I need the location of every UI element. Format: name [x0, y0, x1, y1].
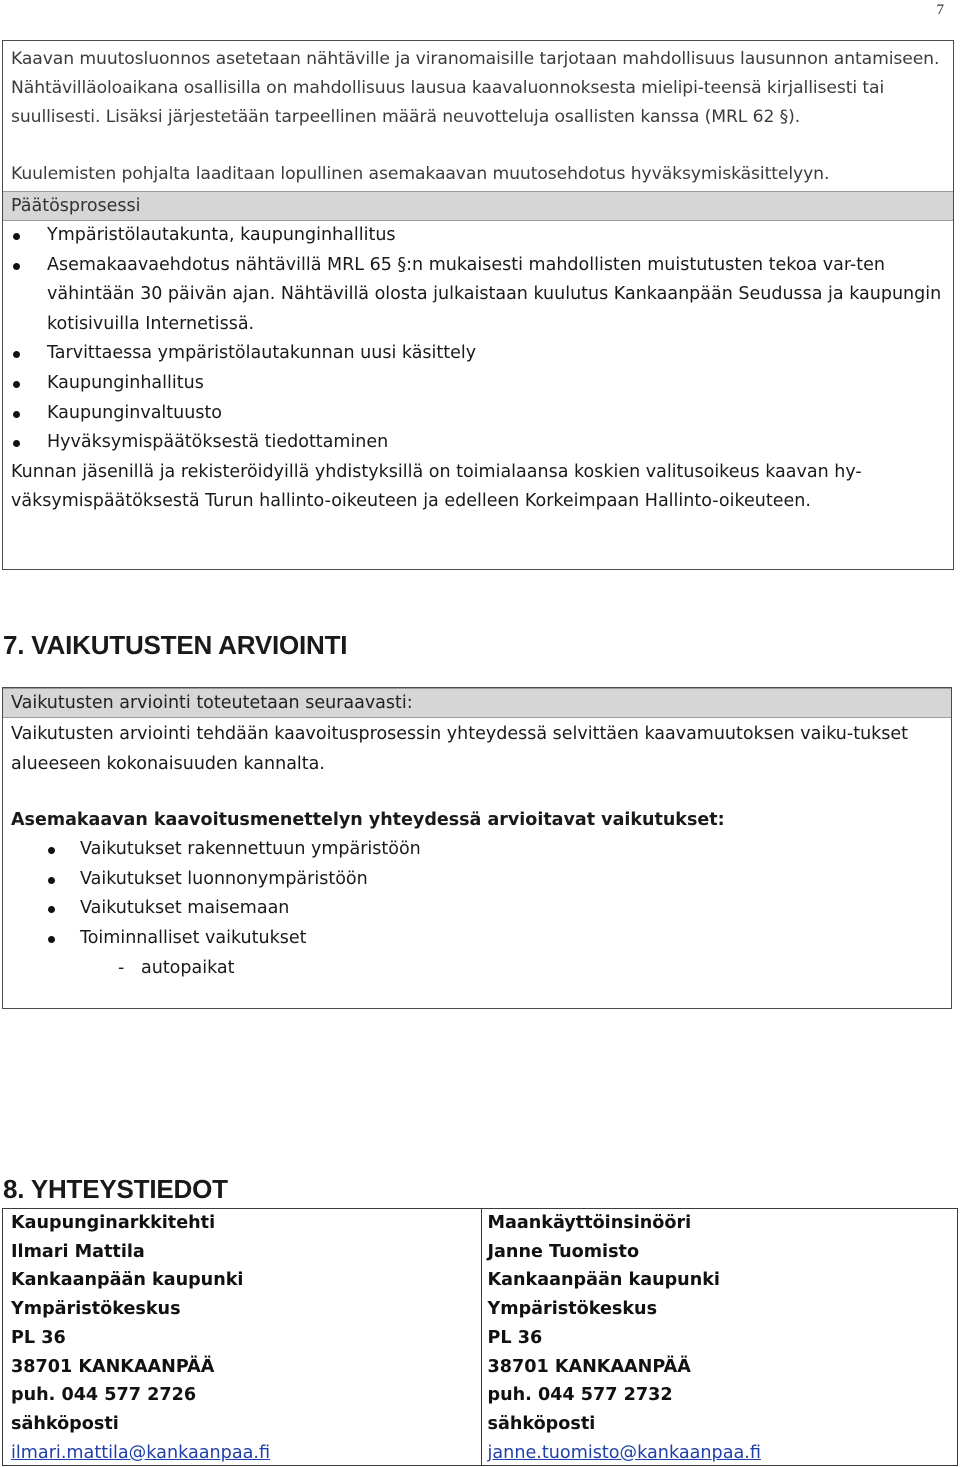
impact-subheading: Asemakaavan kaavoitusmenettelyn yhteydessä arvioitavat vaikutukset: — [11, 810, 725, 831]
bullet-icon — [13, 411, 20, 418]
final-proposal-paragraph: Kuulemisten pohjalta laaditaan lopullinen asemakaavan muutosehdotus hyväksymiskäsittelyyn. — [11, 164, 830, 184]
bullet-icon — [13, 381, 20, 388]
section-8-heading: 8. YHTEYSTIEDOT — [3, 1174, 228, 1204]
contact-postal: 38701 KANKAANPÄÄ — [487, 1356, 691, 1377]
list-item: Kaupunginvaltuusto — [11, 399, 945, 429]
contact-card — [481, 1209, 958, 1465]
contact-email-link[interactable]: ilmari.mattila@kankaanpaa.fi — [11, 1442, 271, 1463]
consultation-paragraph: Kaavan muutosluonnos asetetaan nähtäville ja viranomaisille tarjotaan mahdollisuus lausunnon antamiseen. Nähtävilläoloaikana osallisilla on mahdollisuus lausua kaavaluonnoksesta mielipi-teensä kirjallisesti tai suullisesti. Lisäksi järjestetään tarpeellinen määrä neuvotteluja osallisten kanssa (MRL 62 §). — [11, 49, 940, 127]
contact-title: Maankäyttöinsinööri — [487, 1213, 692, 1233]
contact-email-link[interactable]: janne.tuomisto@kankaanpaa.fi — [487, 1442, 761, 1463]
section-7-heading: 7. VAIKUTUSTEN ARVIOINTI — [3, 630, 348, 660]
planning-process-box — [2, 40, 954, 570]
contact-phone: puh. 044 577 2732 — [487, 1385, 673, 1406]
contact-card — [3, 1209, 481, 1465]
bullet-icon — [48, 877, 55, 884]
bullet-icon — [48, 906, 55, 913]
page-number: 7 — [936, 2, 944, 18]
bullet-icon — [13, 351, 20, 358]
bullet-icon — [13, 440, 20, 447]
list-item: Ympäristölautakunta, kaupunginhallitus — [11, 221, 945, 251]
contact-email-label: sähköposti — [11, 1413, 119, 1434]
sub-list-item: - autopaikat — [118, 957, 235, 978]
impact-assessment-box — [2, 687, 952, 1009]
contact-unit: Ympäristökeskus — [11, 1299, 181, 1320]
bullet-icon — [13, 233, 20, 240]
list-item: Asemakaavaehdotus nähtävillä MRL 65 §:n mukaisesti mahdollisten muistutusten tekoa var-ten vähintään 30 päivän ajan. Nähtävillä olosta julkaistaan kuulutus Kankaanpään Seudussa ja kaupungin kotisivuilla Internetissä. — [11, 251, 945, 340]
list-item: Hyväksymispäätöksestä tiedottaminen — [11, 428, 945, 458]
contact-org: Kankaanpään kaupunki — [487, 1270, 720, 1291]
bullet-icon — [48, 936, 55, 943]
decision-process-title: Päätösprosessi — [11, 196, 141, 216]
contact-name: Ilmari Mattila — [11, 1241, 145, 1262]
impact-assessment-title: Vaikutusten arviointi toteutetaan seuraavasti: — [11, 693, 413, 713]
list-item: Kaupunginhallitus — [11, 369, 945, 399]
list-item: Vaikutukset rakennettuun ympäristöön — [3, 835, 951, 865]
bullet-icon — [13, 263, 20, 270]
contact-unit: Ympäristökeskus — [487, 1299, 658, 1320]
contact-po-box: PL 36 — [487, 1327, 543, 1348]
contact-email-label: sähköposti — [487, 1413, 596, 1434]
decision-process-list — [11, 221, 945, 458]
contact-postal: 38701 KANKAANPÄÄ — [11, 1356, 215, 1377]
contact-po-box: PL 36 — [11, 1327, 66, 1348]
list-item: Vaikutukset luonnonympäristöön — [3, 865, 951, 895]
impact-assessment-band — [3, 688, 951, 718]
impact-list — [3, 835, 951, 953]
list-item: Toiminnalliset vaikutukset — [3, 924, 951, 954]
decision-process-band — [3, 191, 953, 221]
contact-title: Kaupunginarkkitehti — [11, 1213, 216, 1233]
list-item: Vaikutukset maisemaan — [3, 894, 951, 924]
appeal-paragraph: Kunnan jäsenillä ja rekisteröidyillä yhdistyksillä on toimialaansa koskien valitusoikeus kaavan hy-väksymispäätöksestä Turun hallinto-oikeuteen ja edelleen Korkeimpaan Hallinto-oikeuteen. — [11, 461, 862, 512]
contact-table — [2, 1208, 958, 1466]
bullet-icon — [48, 847, 55, 854]
list-item: Tarvittaessa ympäristölautakunnan uusi käsittely — [11, 339, 945, 369]
contact-name: Janne Tuomisto — [487, 1241, 640, 1262]
contact-phone: puh. 044 577 2726 — [11, 1385, 197, 1406]
contact-org: Kankaanpään kaupunki — [11, 1270, 244, 1291]
impact-intro-paragraph: Vaikutusten arviointi tehdään kaavoitusprosessin yhteydessä selvittäen kaavamuutoksen vaiku-tukset alueeseen kokonaisuuden kannalta. — [11, 724, 909, 774]
